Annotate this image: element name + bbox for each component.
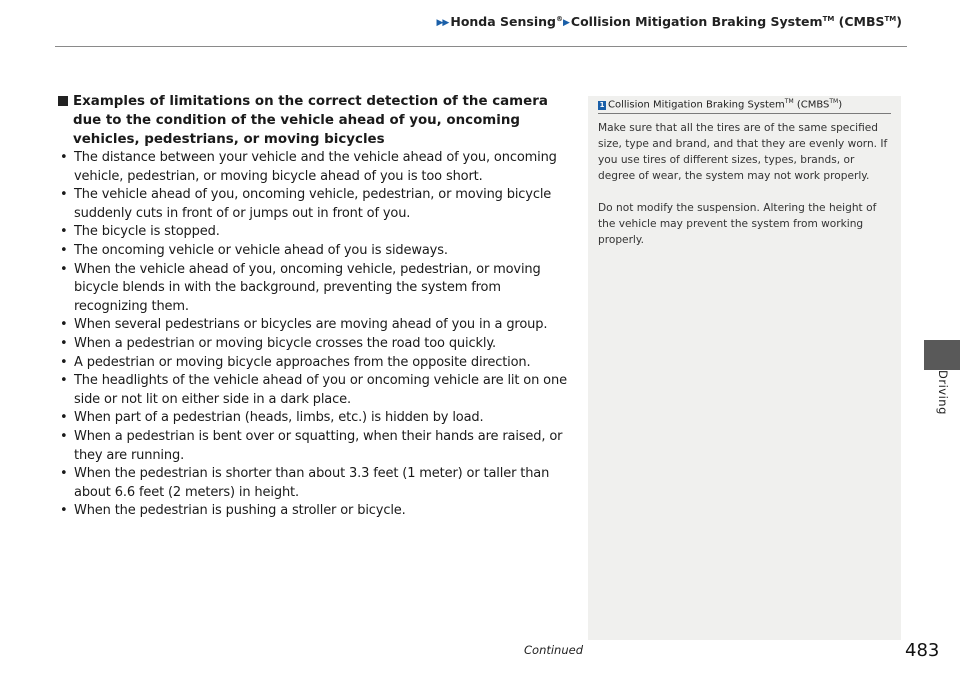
chapter-tab-label: Driving: [936, 370, 950, 415]
sidebar-paragraph: Make sure that all the tires are of the same specified size, type and brand, and that they are evenly worn. If you use tires of different sizes, types, brands, or degree of wear, the system may not work properly.: [598, 122, 888, 183]
section-heading: [58, 92, 578, 149]
bullet-dot-icon: •: [60, 224, 68, 240]
bullet-dot-icon: •: [60, 373, 68, 389]
header-divider: [55, 46, 907, 47]
list-item-text: The distance between your vehicle and the vehicle ahead of you, oncoming vehicle, pedestrian, or moving bicycle ahead of you is too short.: [74, 150, 557, 184]
bullet-dot-icon: •: [60, 187, 68, 203]
chapter-tab[interactable]: [924, 340, 960, 370]
list-item: [58, 242, 578, 261]
bullet-dot-icon: •: [60, 261, 68, 277]
double-arrow-icon: ▶▶: [436, 18, 449, 28]
bullet-dot-icon: •: [60, 242, 68, 258]
list-item-text: The bicycle is stopped.: [74, 224, 220, 240]
list-item-text: When the pedestrian is pushing a stroller or bicycle.: [74, 503, 406, 519]
list-item-text: The headlights of the vehicle ahead of you or oncoming vehicle are lit on one side or not lit on either side in a dark place.: [74, 373, 567, 407]
section-heading-text: Examples of limitations on the correct detection of the camera due to the condition of the vehicle ahead of you, oncoming vehicles, pedestrians, or moving bicycles: [73, 94, 548, 147]
breadcrumb-honda-sensing[interactable]: Honda Sensing: [450, 14, 556, 29]
breadcrumb: [437, 14, 902, 29]
list-item-text: When a pedestrian or moving bicycle crosses the road too quickly.: [74, 335, 496, 351]
bullet-dot-icon: •: [60, 410, 68, 426]
list-item: [58, 502, 578, 521]
list-item: [58, 428, 578, 465]
sidebar-title: Collision Mitigation Braking System: [608, 99, 785, 111]
limitations-list: [58, 149, 578, 521]
breadcrumb-cmbs[interactable]: Collision Mitigation Braking System: [570, 14, 823, 29]
sidebar-title-abbr: (CMBS: [793, 99, 830, 111]
sidebar-note: [588, 96, 901, 640]
list-item-text: When several pedestrians or bicycles are moving ahead of you in a group.: [74, 317, 548, 333]
square-bullet-icon: [58, 96, 68, 106]
main-content: [58, 92, 578, 521]
reference-icon: 1: [599, 101, 605, 110]
list-item: [58, 223, 578, 242]
breadcrumb-cmbs-abbr: (CMBS: [834, 14, 885, 29]
bullet-dot-icon: •: [60, 335, 68, 351]
sidebar-heading: [598, 96, 891, 114]
list-item-text: When the vehicle ahead of you, oncoming vehicle, pedestrian, or moving bicycle blends in with the background, preventing the system from recognizing them.: [74, 261, 541, 314]
sidebar-body: [588, 114, 901, 248]
list-item-text: The vehicle ahead of you, oncoming vehicle, pedestrian, or moving bicycle suddenly cuts in front of or jumps out in front of you.: [74, 187, 552, 221]
arrow-icon: ▶: [563, 18, 569, 28]
list-item: [58, 354, 578, 373]
list-item: [58, 335, 578, 354]
continued-label: Continued: [524, 643, 584, 657]
bullet-dot-icon: •: [60, 466, 68, 482]
list-item-text: A pedestrian or moving bicycle approaches from the opposite direction.: [74, 354, 531, 370]
list-item-text: The oncoming vehicle or vehicle ahead of you is sideways.: [74, 242, 448, 258]
list-item: [58, 372, 578, 409]
bullet-dot-icon: •: [60, 317, 68, 333]
breadcrumb-close-paren: ): [896, 14, 902, 29]
bullet-dot-icon: •: [60, 428, 68, 444]
bullet-dot-icon: •: [60, 503, 68, 519]
list-item: [58, 316, 578, 335]
sidebar-title-close: ): [838, 99, 843, 111]
list-item-text: When the pedestrian is shorter than about 3.3 feet (1 meter) or taller than about 6.6 feet (2 meters) in height.: [74, 466, 550, 500]
list-item-text: When a pedestrian is bent over or squatting, when their hands are raised, or they are running.: [74, 428, 563, 463]
sidebar-trademark: TM: [784, 98, 794, 105]
sidebar-paragraph: Do not modify the suspension. Altering the height of the vehicle may prevent the system from working properly.: [598, 202, 877, 247]
list-item: [58, 261, 578, 317]
list-item: [58, 149, 578, 186]
list-item: [58, 409, 578, 428]
bullet-dot-icon: •: [60, 150, 68, 165]
list-item: [58, 465, 578, 502]
list-item: [58, 186, 578, 223]
page-number: 483: [905, 640, 940, 661]
trademark-mark-abbr: TM: [884, 14, 897, 23]
sidebar-trademark-abbr: TM: [829, 98, 839, 105]
trademark-mark: TM: [822, 14, 835, 23]
list-item-text: When part of a pedestrian (heads, limbs, etc.) is hidden by load.: [74, 410, 484, 426]
registered-mark: ®: [556, 14, 563, 23]
bullet-dot-icon: •: [60, 354, 68, 370]
